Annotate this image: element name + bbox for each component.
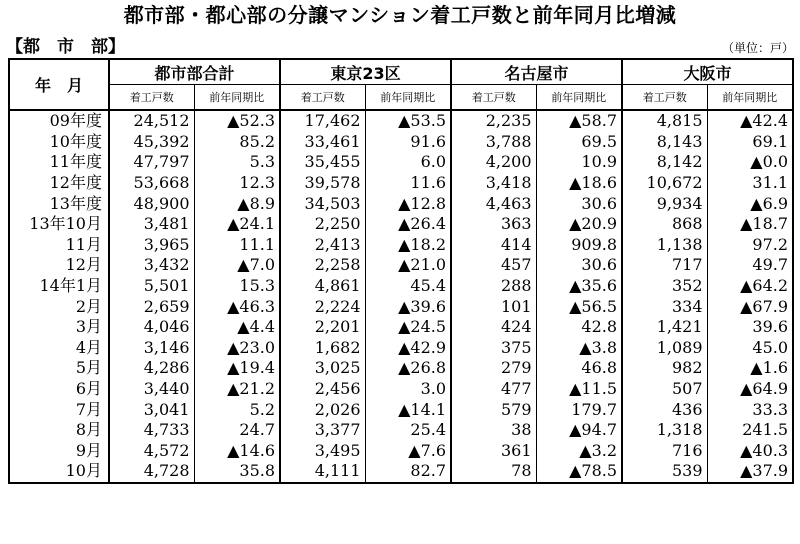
table-row [9, 214, 793, 235]
yoy-change-cell: 24.7 [194, 420, 280, 441]
starts-cell: 1,089 [622, 338, 707, 359]
starts-cell: 4,815 [622, 110, 707, 132]
table-row [9, 358, 793, 379]
yoy-change-cell: ▲58.7 [536, 110, 622, 132]
yoy-change-cell: 45.0 [707, 338, 793, 359]
starts-cell: 3,440 [109, 379, 194, 400]
starts-cell: 579 [451, 399, 536, 420]
starts-cell: 3,146 [109, 338, 194, 359]
starts-cell: 477 [451, 379, 536, 400]
starts-cell: 868 [622, 214, 707, 235]
starts-cell: 1,421 [622, 317, 707, 338]
table-row [9, 132, 793, 153]
subheader-starts: 着工戸数 [109, 85, 194, 111]
starts-cell: 334 [622, 296, 707, 317]
starts-cell: 34,503 [280, 193, 365, 214]
yoy-change-cell: ▲64.9 [707, 379, 793, 400]
subheader-starts: 着工戸数 [451, 85, 536, 111]
yoy-change-cell: ▲0.0 [707, 152, 793, 173]
starts-cell: 2,235 [451, 110, 536, 132]
starts-cell: 4,111 [280, 461, 365, 483]
housing-starts-table [8, 58, 794, 484]
starts-cell: 414 [451, 235, 536, 256]
row-label: 14年1月 [9, 276, 109, 297]
yoy-change-cell: 5.2 [194, 399, 280, 420]
starts-cell: 24,512 [109, 110, 194, 132]
yoy-change-cell: 69.5 [536, 132, 622, 153]
starts-cell: 539 [622, 461, 707, 483]
starts-cell: 4,200 [451, 152, 536, 173]
starts-cell: 1,138 [622, 235, 707, 256]
yoy-change-cell: 45.4 [365, 276, 451, 297]
starts-cell: 424 [451, 317, 536, 338]
subheader-starts: 着工戸数 [280, 85, 365, 111]
row-header-year-month: 年 月 [9, 59, 109, 110]
yoy-change-cell: ▲18.7 [707, 214, 793, 235]
starts-cell: 2,413 [280, 235, 365, 256]
row-label: 09年度 [9, 110, 109, 132]
page-title: 都市部・都心部の分譲マンション着工戸数と前年同月比増減 [123, 3, 677, 27]
starts-cell: 10,672 [622, 173, 707, 194]
starts-cell: 3,041 [109, 399, 194, 420]
yoy-change-cell: 11.1 [194, 235, 280, 256]
starts-cell: 352 [622, 276, 707, 297]
yoy-change-cell: ▲46.3 [194, 296, 280, 317]
yoy-change-cell: 39.6 [707, 317, 793, 338]
yoy-change-cell: 10.9 [536, 152, 622, 173]
yoy-change-cell: ▲53.5 [365, 110, 451, 132]
starts-cell: 8,142 [622, 152, 707, 173]
table-row [9, 276, 793, 297]
yoy-change-cell: ▲8.9 [194, 193, 280, 214]
row-label: 13年10月 [9, 214, 109, 235]
yoy-change-cell: 241.5 [707, 420, 793, 441]
row-label: 5月 [9, 358, 109, 379]
starts-cell: 4,046 [109, 317, 194, 338]
starts-cell: 3,025 [280, 358, 365, 379]
starts-cell: 1,318 [622, 420, 707, 441]
group-header-nagoya: 名古屋市 [451, 59, 622, 85]
starts-cell: 101 [451, 296, 536, 317]
table-row [9, 193, 793, 214]
table-row [9, 461, 793, 483]
yoy-change-cell: ▲18.6 [536, 173, 622, 194]
yoy-change-cell: ▲42.9 [365, 338, 451, 359]
yoy-change-cell: ▲39.6 [365, 296, 451, 317]
starts-cell: 78 [451, 461, 536, 483]
yoy-change-cell: ▲23.0 [194, 338, 280, 359]
starts-cell: 39,578 [280, 173, 365, 194]
starts-cell: 53,668 [109, 173, 194, 194]
table-row [9, 296, 793, 317]
starts-cell: 8,143 [622, 132, 707, 153]
yoy-change-cell: 46.8 [536, 358, 622, 379]
table-header-row [9, 59, 793, 85]
table-row [9, 441, 793, 462]
starts-cell: 288 [451, 276, 536, 297]
starts-cell: 38 [451, 420, 536, 441]
table-row [9, 379, 793, 400]
row-label: 3月 [9, 317, 109, 338]
yoy-change-cell: ▲56.5 [536, 296, 622, 317]
starts-cell: 3,432 [109, 255, 194, 276]
starts-cell: 2,201 [280, 317, 365, 338]
yoy-change-cell: 69.1 [707, 132, 793, 153]
starts-cell: 363 [451, 214, 536, 235]
starts-cell: 45,392 [109, 132, 194, 153]
starts-cell: 3,965 [109, 235, 194, 256]
group-header-osaka: 大阪市 [622, 59, 793, 85]
starts-cell: 3,788 [451, 132, 536, 153]
starts-cell: 4,463 [451, 193, 536, 214]
starts-cell: 4,733 [109, 420, 194, 441]
yoy-change-cell: ▲19.4 [194, 358, 280, 379]
yoy-change-cell: 91.6 [365, 132, 451, 153]
yoy-change-cell: ▲42.4 [707, 110, 793, 132]
table-row [9, 152, 793, 173]
yoy-change-cell: ▲7.0 [194, 255, 280, 276]
yoy-change-cell: 97.2 [707, 235, 793, 256]
starts-cell: 17,462 [280, 110, 365, 132]
row-label: 7月 [9, 399, 109, 420]
starts-cell: 5,501 [109, 276, 194, 297]
yoy-change-cell: ▲20.9 [536, 214, 622, 235]
yoy-change-cell: 25.4 [365, 420, 451, 441]
table-subheader-row [9, 85, 793, 111]
yoy-change-cell: ▲26.8 [365, 358, 451, 379]
table-row [9, 317, 793, 338]
yoy-change-cell: ▲14.6 [194, 441, 280, 462]
yoy-change-cell: ▲26.4 [365, 214, 451, 235]
starts-cell: 717 [622, 255, 707, 276]
yoy-change-cell: 15.3 [194, 276, 280, 297]
row-label: 10月 [9, 461, 109, 483]
starts-cell: 2,026 [280, 399, 365, 420]
yoy-change-cell: 49.7 [707, 255, 793, 276]
yoy-change-cell: ▲21.2 [194, 379, 280, 400]
yoy-change-cell: ▲6.9 [707, 193, 793, 214]
table-row [9, 420, 793, 441]
group-header-tokyo-23: 東京23区 [280, 59, 451, 85]
yoy-change-cell: ▲52.3 [194, 110, 280, 132]
table-row [9, 235, 793, 256]
yoy-change-cell: ▲24.1 [194, 214, 280, 235]
starts-cell: 3,377 [280, 420, 365, 441]
subheader-yoy: 前年同期比 [536, 85, 622, 111]
yoy-change-cell: 5.3 [194, 152, 280, 173]
starts-cell: 361 [451, 441, 536, 462]
unit-label: （単位：戸） [721, 41, 794, 55]
starts-cell: 47,797 [109, 152, 194, 173]
table-row [9, 110, 793, 132]
table-row [9, 255, 793, 276]
starts-cell: 279 [451, 358, 536, 379]
yoy-change-cell: ▲11.5 [536, 379, 622, 400]
yoy-change-cell: ▲18.2 [365, 235, 451, 256]
yoy-change-cell: ▲78.5 [536, 461, 622, 483]
yoy-change-cell: 85.2 [194, 132, 280, 153]
starts-cell: 4,286 [109, 358, 194, 379]
starts-cell: 2,258 [280, 255, 365, 276]
row-label: 6月 [9, 379, 109, 400]
row-label: 11月 [9, 235, 109, 256]
table-row [9, 399, 793, 420]
table-row [9, 173, 793, 194]
yoy-change-cell: 35.8 [194, 461, 280, 483]
starts-cell: 3,481 [109, 214, 194, 235]
yoy-change-cell: ▲1.6 [707, 358, 793, 379]
yoy-change-cell: 179.7 [536, 399, 622, 420]
starts-cell: 716 [622, 441, 707, 462]
yoy-change-cell: ▲14.1 [365, 399, 451, 420]
yoy-change-cell: ▲4.4 [194, 317, 280, 338]
starts-cell: 2,224 [280, 296, 365, 317]
yoy-change-cell: 909.8 [536, 235, 622, 256]
yoy-change-cell: 30.6 [536, 255, 622, 276]
starts-cell: 1,682 [280, 338, 365, 359]
starts-cell: 436 [622, 399, 707, 420]
subheader-yoy: 前年同期比 [194, 85, 280, 111]
yoy-change-cell: ▲24.5 [365, 317, 451, 338]
yoy-change-cell: ▲94.7 [536, 420, 622, 441]
yoy-change-cell: ▲64.2 [707, 276, 793, 297]
table-row [9, 338, 793, 359]
starts-cell: 2,250 [280, 214, 365, 235]
yoy-change-cell: 12.3 [194, 173, 280, 194]
yoy-change-cell: ▲21.0 [365, 255, 451, 276]
row-label: 12年度 [9, 173, 109, 194]
yoy-change-cell: ▲67.9 [707, 296, 793, 317]
row-label: 8月 [9, 420, 109, 441]
yoy-change-cell: ▲3.8 [536, 338, 622, 359]
yoy-change-cell: 11.6 [365, 173, 451, 194]
yoy-change-cell: 42.8 [536, 317, 622, 338]
section-label: 【都 市 部】 [6, 37, 125, 57]
row-label: 10年度 [9, 132, 109, 153]
starts-cell: 33,461 [280, 132, 365, 153]
yoy-change-cell: 6.0 [365, 152, 451, 173]
starts-cell: 982 [622, 358, 707, 379]
yoy-change-cell: ▲12.8 [365, 193, 451, 214]
starts-cell: 9,934 [622, 193, 707, 214]
yoy-change-cell: 82.7 [365, 461, 451, 483]
starts-cell: 3,495 [280, 441, 365, 462]
starts-cell: 4,728 [109, 461, 194, 483]
starts-cell: 35,455 [280, 152, 365, 173]
row-label: 9月 [9, 441, 109, 462]
yoy-change-cell: 31.1 [707, 173, 793, 194]
subheader-yoy: 前年同期比 [365, 85, 451, 111]
row-label: 4月 [9, 338, 109, 359]
yoy-change-cell: 33.3 [707, 399, 793, 420]
table-body [9, 110, 793, 483]
row-label: 13年度 [9, 193, 109, 214]
group-header-urban-total: 都市部合計 [109, 59, 280, 85]
starts-cell: 375 [451, 338, 536, 359]
row-label: 12月 [9, 255, 109, 276]
starts-cell: 4,861 [280, 276, 365, 297]
starts-cell: 457 [451, 255, 536, 276]
starts-cell: 2,659 [109, 296, 194, 317]
yoy-change-cell: ▲7.6 [365, 441, 451, 462]
starts-cell: 4,572 [109, 441, 194, 462]
yoy-change-cell: ▲35.6 [536, 276, 622, 297]
starts-cell: 48,900 [109, 193, 194, 214]
yoy-change-cell: ▲37.9 [707, 461, 793, 483]
yoy-change-cell: ▲3.2 [536, 441, 622, 462]
starts-cell: 2,456 [280, 379, 365, 400]
yoy-change-cell: ▲40.3 [707, 441, 793, 462]
starts-cell: 507 [622, 379, 707, 400]
row-label: 11年度 [9, 152, 109, 173]
row-label: 2月 [9, 296, 109, 317]
yoy-change-cell: 30.6 [536, 193, 622, 214]
subheader-yoy: 前年同期比 [707, 85, 793, 111]
yoy-change-cell: 3.0 [365, 379, 451, 400]
starts-cell: 3,418 [451, 173, 536, 194]
subheader-starts: 着工戸数 [622, 85, 707, 111]
